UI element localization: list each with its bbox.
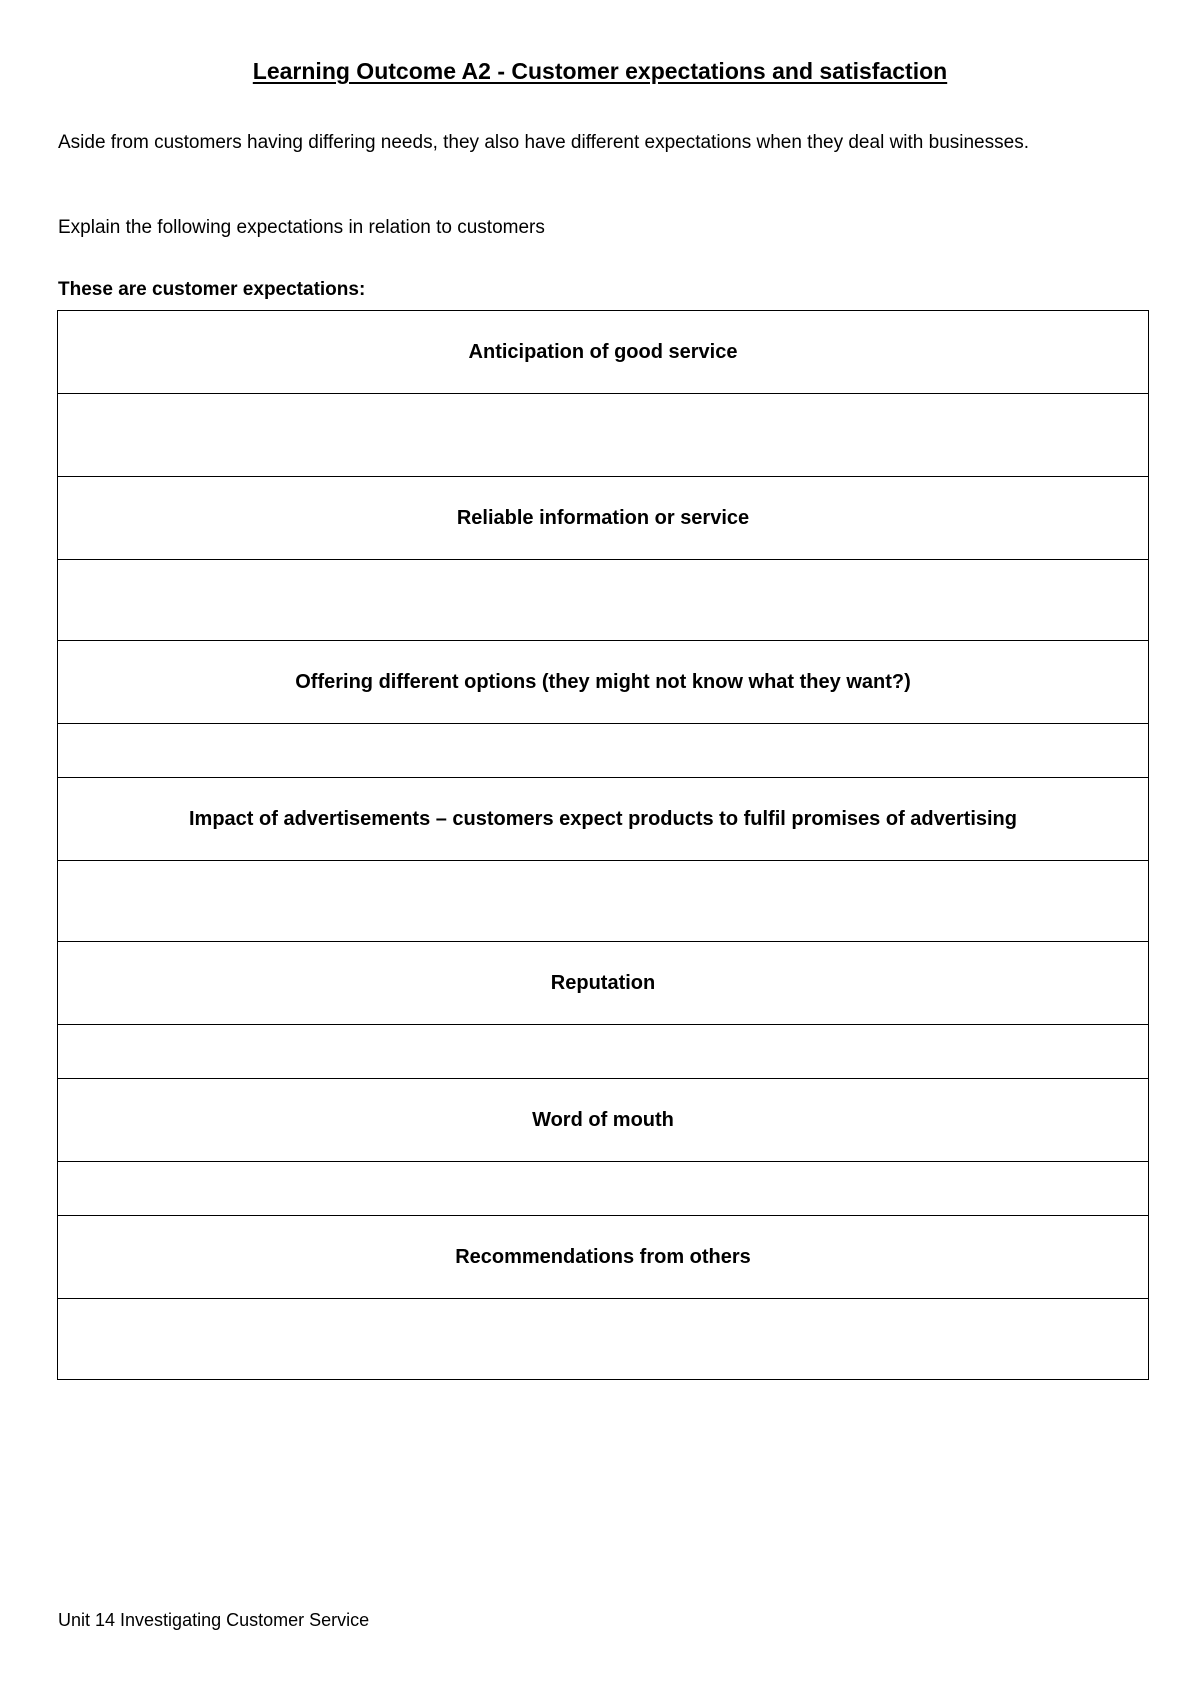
answer-cell[interactable] <box>58 1025 1149 1079</box>
instruction-text: Explain the following expectations in relation to customers <box>58 217 545 238</box>
expectation-heading: Word of mouth <box>58 1079 1149 1162</box>
answer-cell[interactable] <box>58 1299 1149 1380</box>
table-row <box>58 1079 1149 1162</box>
expectations-table <box>57 310 1149 1380</box>
page-title: Learning Outcome A2 - Customer expectations and satisfaction <box>252 58 948 84</box>
table-row <box>58 724 1149 778</box>
answer-cell[interactable] <box>58 394 1149 477</box>
answer-cell[interactable] <box>58 724 1149 778</box>
table-row <box>58 311 1149 394</box>
table-row <box>58 778 1149 861</box>
table-row <box>58 861 1149 942</box>
answer-cell[interactable] <box>58 560 1149 641</box>
expectation-heading: Reputation <box>58 942 1149 1025</box>
table-row <box>58 560 1149 641</box>
table-row <box>58 477 1149 560</box>
expectation-heading: Anticipation of good service <box>58 311 1149 394</box>
table-label: These are customer expectations: <box>58 279 366 300</box>
answer-cell[interactable] <box>58 1162 1149 1216</box>
expectation-heading: Recommendations from others <box>58 1216 1149 1299</box>
expectation-heading: Offering different options (they might not know what they want?) <box>58 641 1149 724</box>
table-row <box>58 1299 1149 1380</box>
table-row <box>58 1025 1149 1079</box>
page-footer: Unit 14 Investigating Customer Service <box>58 1610 370 1630</box>
answer-cell[interactable] <box>58 861 1149 942</box>
table-row <box>58 641 1149 724</box>
table-row <box>58 1216 1149 1299</box>
expectation-heading: Reliable information or service <box>58 477 1149 560</box>
intro-paragraph: Aside from customers having differing needs, they also have different expectations when they deal with businesses. <box>58 132 1029 153</box>
expectation-heading: Impact of advertisements – customers expect products to fulfil promises of advertising <box>58 778 1149 861</box>
table-row <box>58 394 1149 477</box>
table-row <box>58 1162 1149 1216</box>
table-row <box>58 942 1149 1025</box>
